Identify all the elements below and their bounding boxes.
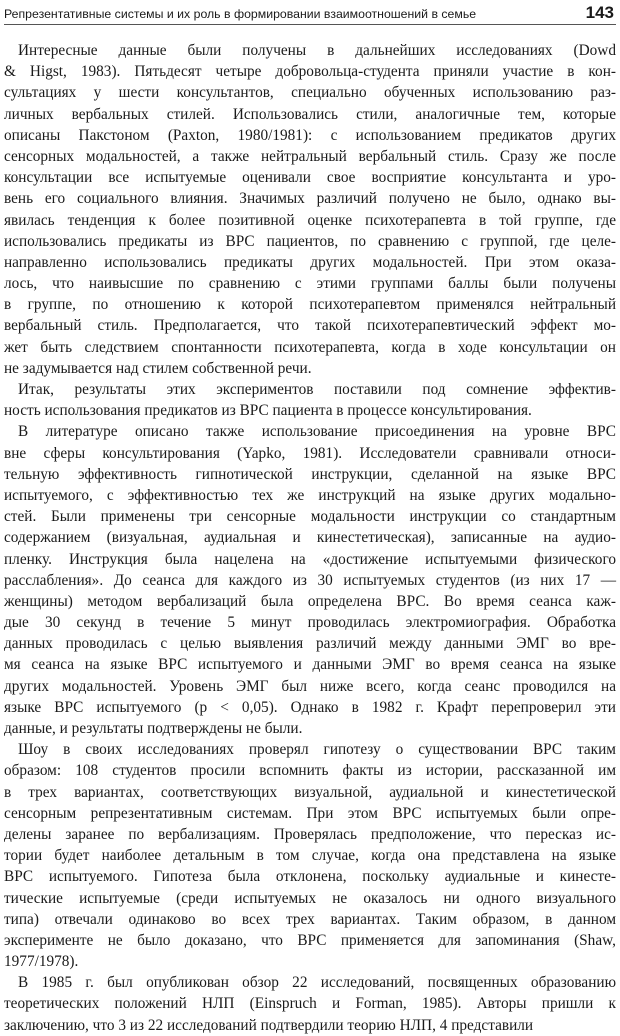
text-line: эксперименте не было доказано, что ВРС применяется для запоминания (Shaw, <box>4 931 616 949</box>
text-line: языке ВРС испытуемого (p < 0,05). Однако в 1982 г. Крафт перепроверил эти <box>4 698 616 716</box>
text-line: & Higst, 1983). Пятьдесят четыре добровольца-студента приняли участие в кон- <box>4 63 616 81</box>
text-line: заключению, что 3 из 22 исследований подтвердили теорию НЛП, 4 представили <box>4 1016 534 1034</box>
running-head <box>4 0 616 25</box>
text-line: расслабления». До сеанса для каждого из 30 испытуемых студентов (из них 17 — <box>4 571 616 589</box>
text-line: вень его социального влияния. Значимых различий получено не было, однако вы- <box>4 190 616 208</box>
text-line: В литературе описано также использование присоединения на уровне ВРС <box>18 423 616 441</box>
text-line: Шоу в своих исследованиях проверял гипотезу о существовании ВРС таким <box>18 741 616 759</box>
text-line: тории будет наиболее детальным в том случае, когда она представлена на языке <box>4 847 616 865</box>
text-line: теоретических положений НЛП (Einspruch и Forman, 1985). Авторы пришли к <box>4 995 616 1013</box>
text-line: в трех вариантах, соответствующих визуальной, аудиальной и кинестетической <box>4 783 616 801</box>
text-line: В 1985 г. был опубликован обзор 22 исследований, посвященных образованию <box>18 974 616 992</box>
body-text <box>4 40 616 1036</box>
paragraph <box>4 379 616 421</box>
text-line: пленку. Инструкция была нацелена на «достижение испытуемыми физического <box>4 550 616 568</box>
text-line: явилась тенденция к более позитивной оценке психотерапевта в той группе, где <box>4 211 616 229</box>
text-line: данных проводилась с целью выявления различий между данными ЭМГ во вре- <box>4 635 616 653</box>
text-line: ВРС испытуемого. Гипотеза была отклонена, поскольку аудиальные и кинесте- <box>4 868 616 886</box>
text-line: сультациях у шести консультантов, специально обученных использованию раз- <box>4 84 616 102</box>
text-line: образом: 108 студентов просили вспомнить факты из истории, рассказанной им <box>4 762 616 780</box>
page-number: 143 <box>585 3 614 22</box>
text-line: вербальный стиль. Предполагается, что такой психотерапевтический эффект мо- <box>4 317 616 335</box>
text-line: вне сферы консультирования (Yapko, 1981). Исследователи сравнивали относи- <box>4 444 616 462</box>
text-line: других модальностей. Уровень ЭМГ был ниже всего, когда сеанс проводился на <box>4 677 616 695</box>
text-line: сенсорным репрезентативным системам. При этом ВРС испытуемых были опре- <box>4 804 616 822</box>
paragraph <box>4 40 616 379</box>
text-line: направленно использовались предикаты других модальностей. При этом оказа- <box>4 253 616 271</box>
text-line: консультации все испытуемые оценивали свое восприятие консультанта и уро- <box>4 169 616 187</box>
text-line: жет быть следствием спонтанности психотерапевта, когда в ходе консультации он <box>4 338 616 356</box>
text-line: личных вербальных стилей. Использовались стили, аналогичные тем, которые <box>4 105 616 123</box>
text-line: испытуемого, с эффективностью тех же инструкций на языке других модально- <box>4 486 616 504</box>
text-line: делены заранее по вербализациям. Проверялась предположение, что пересказ ис- <box>4 825 616 843</box>
text-line: Итак, результаты этих экспериментов поставили под сомнение эффектив- <box>18 381 616 398</box>
text-line: лось, что наивысшие по сравнению с этими группами баллы были получены <box>4 275 616 293</box>
paragraph <box>4 972 616 1036</box>
text-line: тические испытуемые (среди испытуемых не оказалось ни одного визуального <box>4 889 616 907</box>
text-line: Интересные данные были получены в дальнейших исследованиях (Dowd <box>18 42 616 59</box>
text-line: типа) отвечали одинаково во всех трех вариантах. Таким образом, в данном <box>4 910 616 928</box>
text-line: 1977/1978). <box>4 953 79 971</box>
text-line: ность использования предикатов из ВРС пациента в процессе консультирования. <box>4 402 532 420</box>
text-line: сенсорных модальностей, а также нейтральный вербальный стиль. Сразу же после <box>4 147 616 165</box>
text-line: дые 30 секунд в течение 5 минут проводилась электромиография. Обработка <box>4 614 616 632</box>
paragraph <box>4 421 616 739</box>
text-line: содержанием (визуальная, аудиальная и кинестетическая), записанные на аудио- <box>4 529 616 547</box>
text-line: тельную эффективность гипнотической инструкции, сделанной на языке ВРС <box>4 465 616 483</box>
paragraph <box>4 739 616 972</box>
text-line: женщины) методом вербализаций была определена ВРС. Во время сеанса каж- <box>4 592 616 610</box>
text-line: мя сеанса на языке ВРС испытуемого и данными ЭМГ во время сеанса на языке <box>4 656 616 674</box>
text-line: описаны Пакстоном (Paxton, 1980/1981): с использованием предикатов других <box>4 126 616 144</box>
text-line: использовались предикаты из ВРС пациентов, по сравнению с группой, где целе- <box>4 232 616 250</box>
running-title: Репрезентативные системы и их роль в формировании взаимоотношений в семье <box>4 7 477 21</box>
text-line: данные, и результаты подтверждены не были. <box>4 720 303 737</box>
text-line: в группе, по отношению к которой психотерапевтом применялся нейтральный <box>4 296 616 314</box>
text-line: стей. Были применены три сенсорные модальности инструкции со стандартным <box>4 508 616 526</box>
text-line: не задумывается над стилем собственной речи. <box>4 359 312 377</box>
